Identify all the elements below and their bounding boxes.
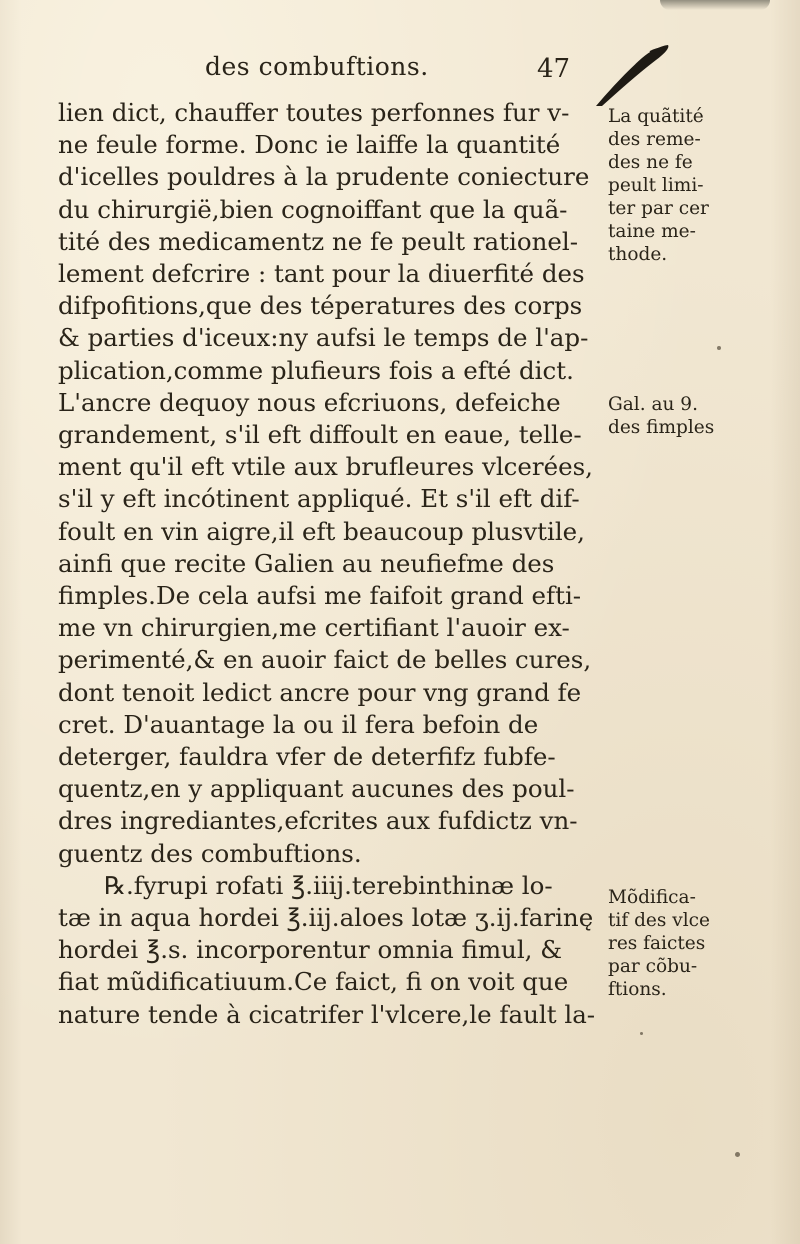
text-line: lement defcrire : tant pour la diuerfité des <box>58 259 585 289</box>
text-line: s'il y eft incótinent appliqué. Et s'il eft dif- <box>58 484 580 514</box>
page-number: 47 <box>537 54 571 84</box>
text-line: tæ in aqua hordei ℥.iij.aloes lotæ ʒ.ij.farinę <box>58 903 594 933</box>
text-line: ℞.fyrupi rofati ℥.iiij.terebinthinæ lo- <box>104 870 553 900</box>
text-line: du chirurgië,bien cognoiffant que la quã- <box>58 194 568 224</box>
text-line: guentz des combuftions. <box>58 838 362 868</box>
sidenote-quantite <box>608 105 778 266</box>
sidenote-line: des reme- <box>608 129 701 150</box>
sidenote-line: thode. <box>608 244 668 265</box>
text-line: deterger, fauldra vfer de deterfifz fubfe- <box>58 742 556 772</box>
text-line: fimples.De cela aufsi me faifoit grand efti- <box>58 581 582 611</box>
sidenote-line: La quãtité <box>608 106 704 127</box>
sidenote-galien <box>608 393 778 439</box>
sidenote-line: Gal. au 9. <box>608 394 698 415</box>
sidenote-line: des fimples <box>608 417 715 438</box>
sidenote-line: peult limi- <box>608 175 704 196</box>
text-line: foult en vin aigre,il eft beaucoup plusvtile, <box>58 516 585 546</box>
text-line: tité des medicamentz ne fe peult rationel- <box>58 226 578 256</box>
text-line: grandement, s'il eft diffoult en eaue, telle- <box>58 420 582 450</box>
text-line: nature tende à cicatrifer l'vlcere,le fault la- <box>58 999 596 1029</box>
text-line: ment qu'il eft vtile aux brufleures vlcerées, <box>58 452 593 482</box>
text-line: ne feule forme. Donc ie laiffe la quantité <box>58 130 561 160</box>
text-line: ainfi que recite Galien au neufiefme des <box>58 548 555 578</box>
sidenote-line: ftions. <box>608 979 667 1000</box>
sidenote-line: par cõbu- <box>608 956 698 977</box>
text-line: hordei ℥.s. incorporentur omnia fimul, & <box>58 935 563 965</box>
text-line: d'icelles pouldres à la prudente coniecture <box>58 162 590 192</box>
text-line: lien dict, chauffer toutes perfonnes fur v- <box>58 98 570 127</box>
text-line: me vn chirurgien,me certifiant l'auoir ex- <box>58 613 570 643</box>
paper-speck <box>717 346 721 350</box>
text-line: dres ingrediantes,efcrites aux fufdictz vn- <box>58 806 578 836</box>
sidenote-line: taine me- <box>608 221 696 242</box>
main-text-block <box>58 97 606 1031</box>
text-line: perimenté,& en auoir faict de belles cures, <box>58 645 592 675</box>
text-line: dont tenoit ledict ancre pour vng grand fe <box>58 677 582 707</box>
sidenote-line: res faictes <box>608 933 706 954</box>
text-line: & parties d'iceux:ny aufsi le temps de l'ap- <box>58 323 589 353</box>
sidenote-line: Mõdifica- <box>608 887 696 908</box>
text-line: quentz,en y appliquant aucunes des poul- <box>58 774 575 804</box>
sidenote-line: des ne fe <box>608 152 693 173</box>
text-line: L'ancre dequoy nous efcriuons, defeiche <box>58 387 561 417</box>
text-line: cret. D'auantage la ou il fera befoin de <box>58 709 539 739</box>
text-line: fiat mũdificatiuum.Ce faict, fi on voit que <box>58 967 569 997</box>
sidenote-mondificatif <box>608 886 778 1001</box>
text-line: plication,comme plufieurs fois a efté dict. <box>58 355 574 385</box>
text-line: difpofitions,que des téperatures des corps <box>58 291 583 321</box>
page-header <box>0 52 800 92</box>
paper-speck <box>735 1152 740 1157</box>
page-corner-shadow <box>660 0 770 10</box>
paper-speck <box>640 1032 643 1035</box>
sidenote-line: ter par cer <box>608 198 709 219</box>
sidenote-line: tif des vlce <box>608 910 710 931</box>
running-head: des combuftions. <box>205 52 429 81</box>
